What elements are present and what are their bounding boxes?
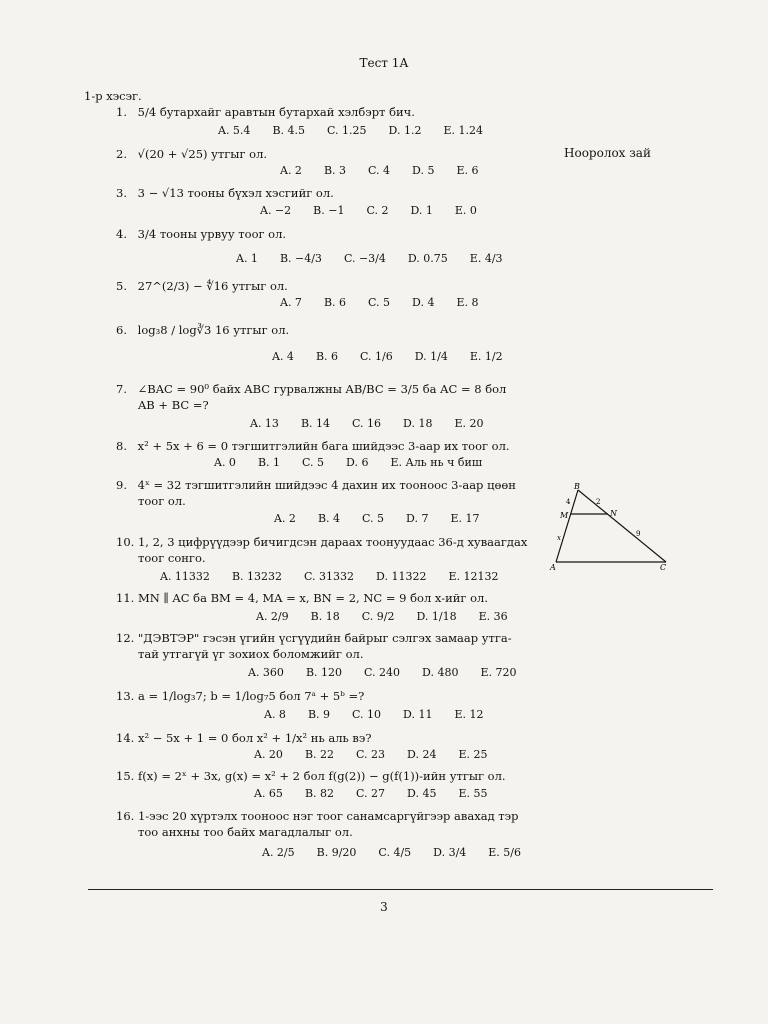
options-14: A. 20 B. 22 C. 23 D. 24 E. 25	[254, 748, 488, 761]
options-12: A. 360 B. 120 C. 240 D. 480 E. 720	[248, 666, 517, 679]
question-12: 12. "ДЭВТЭР" гэсэн үгийн үсгүүдийн байрыг сэлгэх замаар утга- тай утгагүй үг зохиох боломжийг ол.	[116, 631, 512, 661]
options-6: A. 4 B. 6 C. 1/6 D. 1/4 E. 1/2	[272, 350, 503, 363]
section-label: 1-р хэсэг.	[84, 89, 142, 103]
question-10: 10. 1, 2, 3 цифрүүдээр бичигдсэн дараах тоонуудаас 36-д хуваагдах тоог сонго.	[116, 535, 528, 565]
label-a: A	[550, 563, 556, 572]
label-m: M	[560, 511, 569, 520]
options-5: A. 7 B. 6 C. 5 D. 4 E. 8	[280, 296, 479, 309]
question-15: 15. f(x) = 2ˣ + 3x, g(x) = x² + 2 бол f(g(2)) − g(f(1))-ийн утгыг ол.	[116, 769, 506, 783]
question-text: x² + 5x + 6 = 0 тэгшитгэлийн бага шийдээс 3-аар их тоог ол.	[137, 439, 510, 453]
label-b: B	[574, 482, 580, 491]
label-c: C	[660, 563, 667, 572]
question-text: 27^(2/3) − ∜16 утгыг ол.	[137, 279, 288, 293]
question-text: a = 1/log₃7; b = 1/log₇5 бол 7ᵃ + 5ᵇ =?	[137, 689, 365, 703]
page-number: 3	[380, 900, 388, 914]
question-9: 9. 4ˣ = 32 тэгшитгэлийн шийдээс 4 дахин их тооноос 3-аар цөөн тоог ол.	[116, 478, 516, 508]
options-11: A. 2/9 B. 18 C. 9/2 D. 1/18 E. 36	[256, 610, 508, 623]
question-3: 3. 3 − √13 тооны бүхэл хэсгийг ол.	[116, 186, 334, 200]
question-text: 1-ээс 20 хүртэлх тооноос нэг тоог санамсаргүйгээр авахад тэр	[137, 809, 519, 823]
options-15: A. 65 B. 82 C. 27 D. 45 E. 55	[254, 787, 488, 800]
question-16: 16. 1-ээс 20 хүртэлх тооноос нэг тоог санамсаргүйгээр авахад тэр тоо анхны тоо байх магадлалыг ол.	[116, 809, 519, 839]
side-note: Нооролох зай	[564, 146, 651, 160]
question-text: x² − 5x + 1 = 0 бол x² + 1/x² нь аль вэ?	[137, 731, 372, 745]
triangle-figure	[544, 480, 684, 580]
options-7: A. 13 B. 14 C. 16 D. 18 E. 20	[250, 417, 484, 430]
question-text: MN ∥ AC ба BM = 4, MA = x, BN = 2, NC = 9 бол x-ийг ол.	[137, 591, 488, 605]
question-text: 3/4 тооны урвуу тоог ол.	[137, 227, 287, 241]
options-10: A. 11332 B. 13232 C. 31332 D. 11322 E. 12132	[160, 570, 499, 583]
footer-rule	[88, 889, 713, 890]
label-bn: 2	[596, 498, 601, 506]
question-text: "ДЭВТЭР" гэсэн үгийн үсгүүдийн байрыг сэлгэх замаар утга-	[137, 631, 512, 645]
question-6: 6. log₃8 / log∛3 16 утгыг ол.	[116, 323, 290, 337]
page-title: Тест 1А	[359, 56, 409, 70]
options-3: A. −2 B. −1 C. 2 D. 1 E. 0	[260, 204, 477, 217]
label-n: N	[610, 509, 617, 518]
question-text: √(20 + √25) утгыг ол.	[137, 147, 268, 161]
options-9: A. 2 B. 4 C. 5 D. 7 E. 17	[274, 512, 480, 525]
question-text: log₃8 / log∛3 16 утгыг ол.	[137, 323, 290, 337]
question-text: 3 − √13 тооны бүхэл хэсгийг ол.	[137, 186, 334, 200]
question-number: 1.	[116, 105, 127, 119]
label-nc: 9	[636, 530, 641, 538]
question-14: 14. x² − 5x + 1 = 0 бол x² + 1/x² нь аль вэ?	[116, 731, 372, 745]
options-8: A. 0 B. 1 C. 5 D. 6 E. Аль нь ч биш	[214, 456, 483, 469]
question-text: 1, 2, 3 цифрүүдээр бичигдсэн дараах тоонуудаас 36-д хуваагдах	[137, 535, 528, 549]
side-bc	[578, 490, 666, 562]
options-13: A. 8 B. 9 C. 10 D. 11 E. 12	[264, 708, 484, 721]
question-1	[116, 104, 536, 120]
question-text: 4ˣ = 32 тэгшитгэлийн шийдээс 4 дахин их тооноос 3-аар цөөн	[137, 478, 516, 492]
options-2: A. 2 B. 3 C. 4 D. 5 E. 6	[280, 164, 479, 177]
label-ma: x	[557, 534, 561, 542]
question-11: 11. MN ∥ AC ба BM = 4, MA = x, BN = 2, NC = 9 бол x-ийг ол.	[116, 591, 488, 605]
options-4: A. 1 B. −4/3 C. −3/4 D. 0.75 E. 4/3	[236, 252, 503, 265]
question-8: 8. x² + 5x + 6 = 0 тэгшитгэлийн бага шийдээс 3-аар их тоог ол.	[116, 439, 510, 453]
question-7: 7. ∠BAC = 90⁰ байх ABC гурвалжны AB/BC = 3/5 ба AC = 8 бол AB + BC =?	[116, 382, 507, 412]
options-16: A. 2/5 B. 9/20 C. 4/5 D. 3/4 E. 5/6	[262, 846, 522, 859]
question-5: 5. 27^(2/3) − ∜16 утгыг ол.	[116, 279, 288, 293]
question-text: ∠BAC = 90⁰ байх ABC гурвалжны AB/BC = 3/5 ба AC = 8 бол	[137, 382, 507, 396]
options-1: A. 5.4 B. 4.5 C. 1.25 D. 1.2 E. 1.24	[218, 124, 483, 137]
question-text: 5/4 бутархайг аравтын бутархай хэлбэрт бич.	[137, 105, 415, 119]
question-13: 13. a = 1/log₃7; b = 1/log₇5 бол 7ᵃ + 5ᵇ =?	[116, 689, 365, 703]
question-4: 4. 3/4 тооны урвуу тоог ол.	[116, 227, 287, 241]
question-2: 2. √(20 + √25) утгыг ол.	[116, 147, 268, 161]
question-text: f(x) = 2ˣ + 3x, g(x) = x² + 2 бол f(g(2)) − g(f(1))-ийн утгыг ол.	[137, 769, 506, 783]
label-bm: 4	[566, 498, 571, 506]
